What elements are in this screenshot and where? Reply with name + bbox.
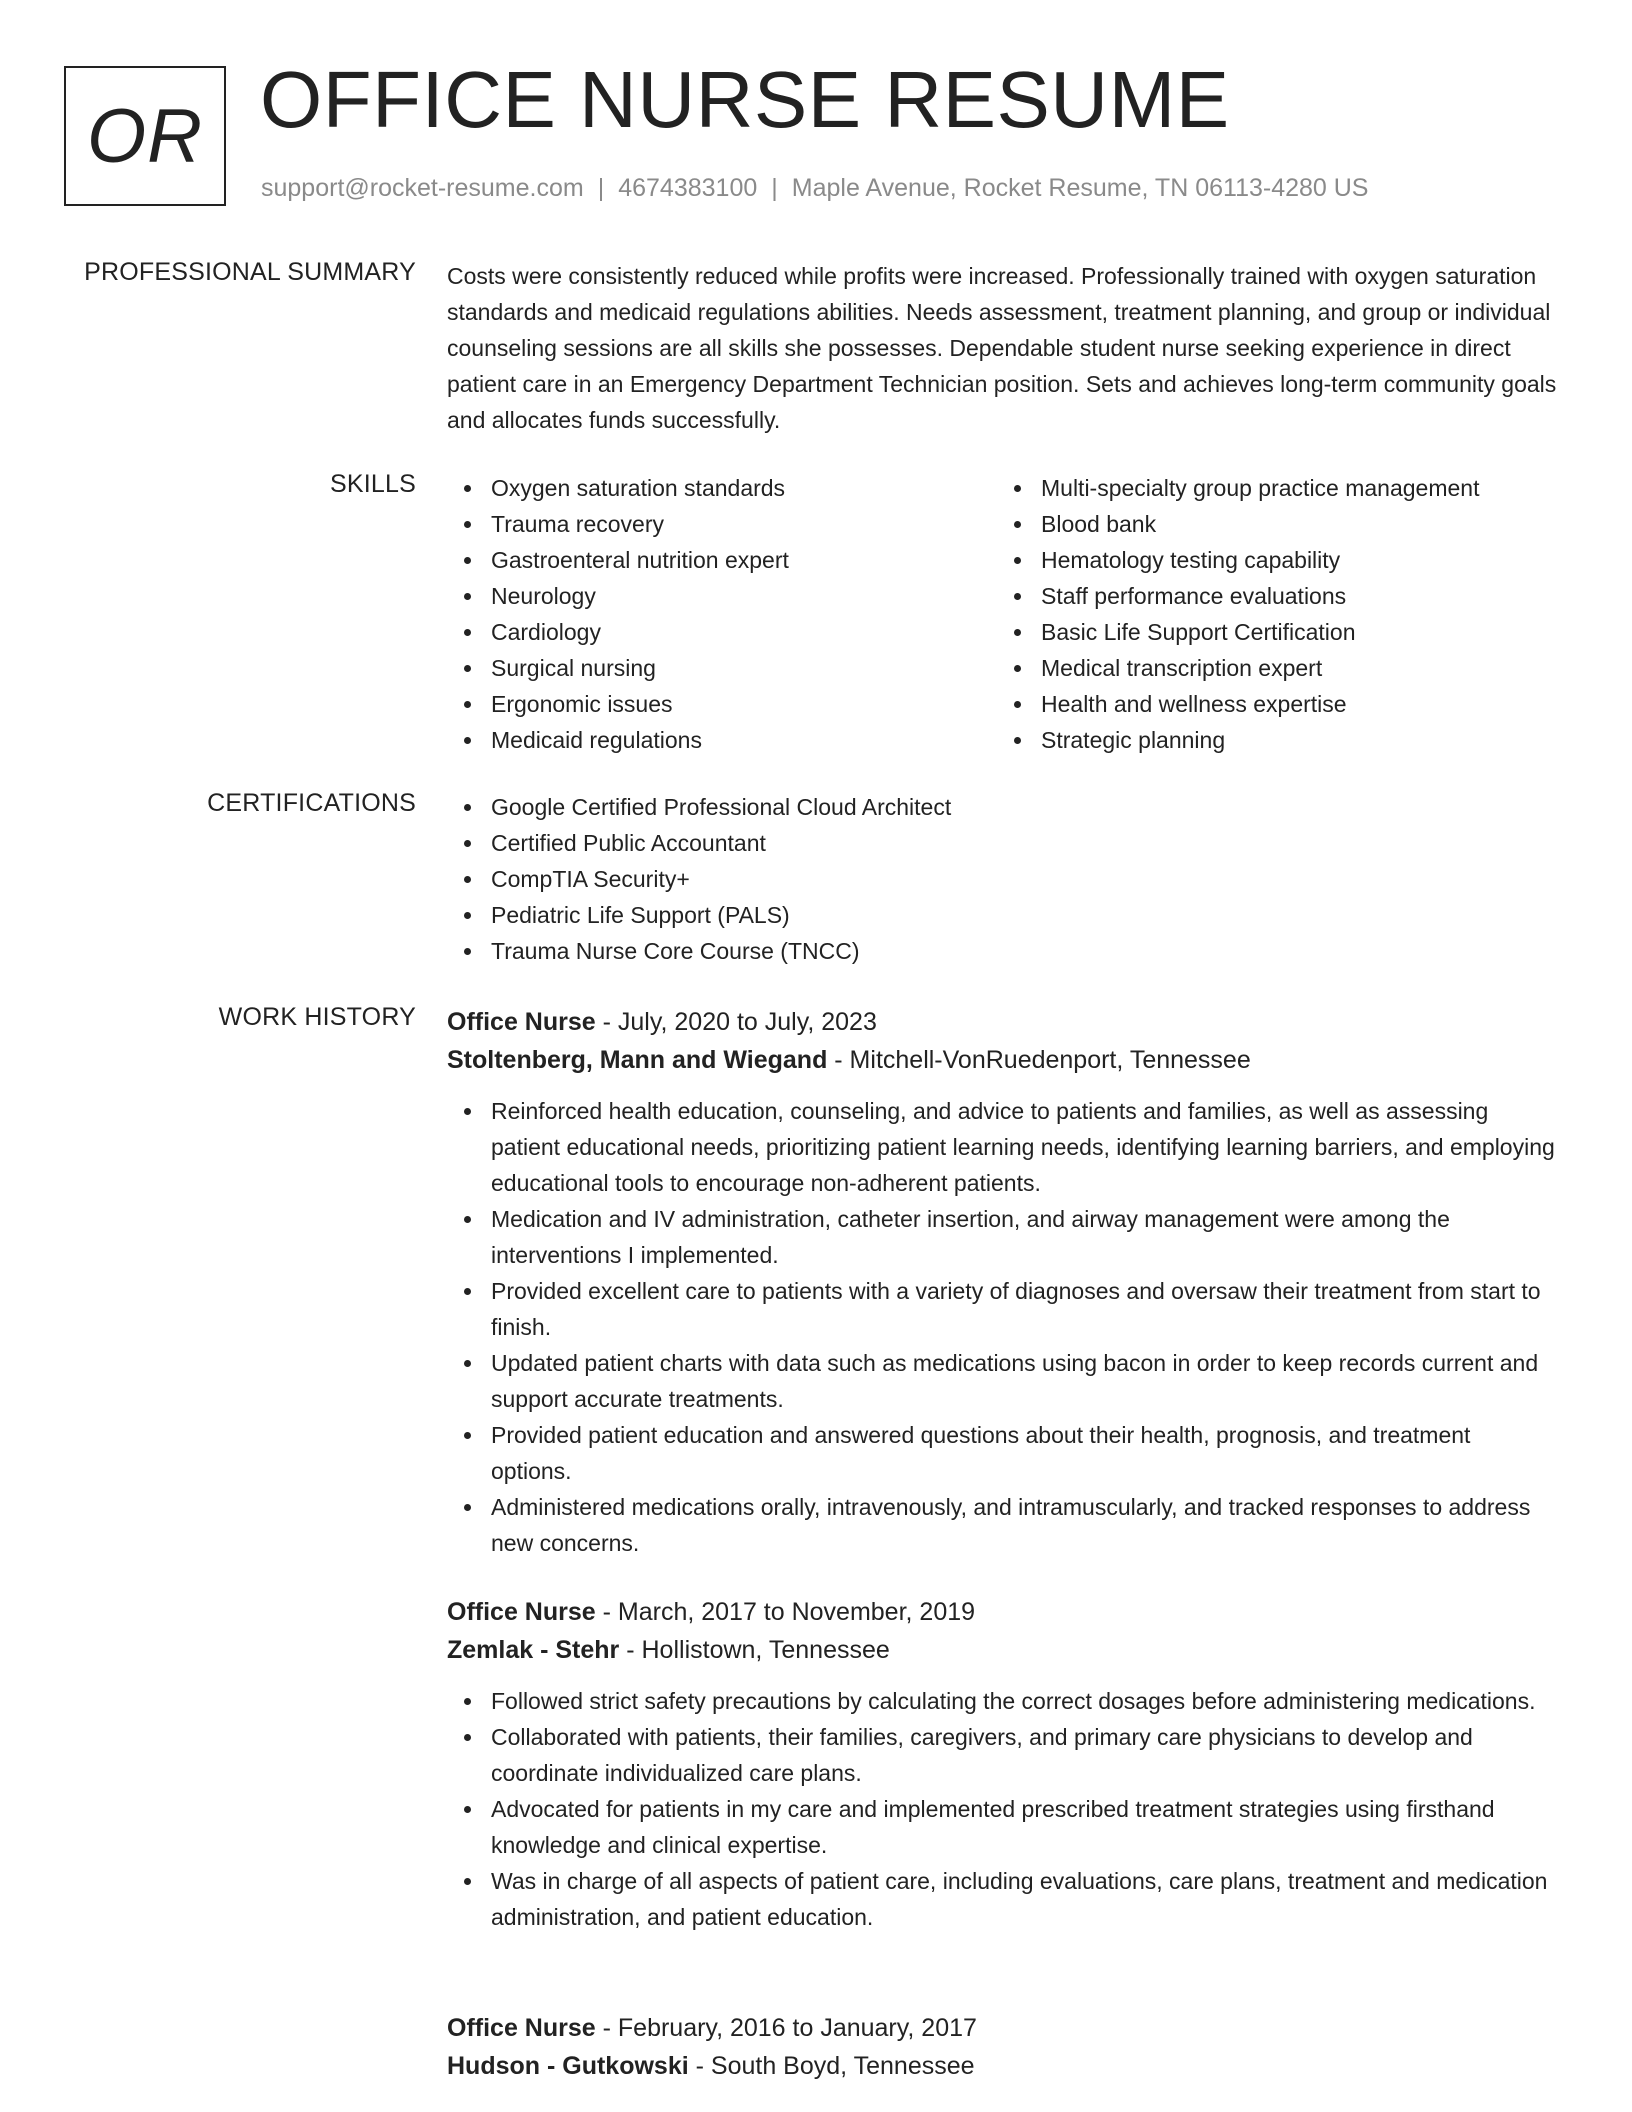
monogram-badge	[64, 66, 226, 206]
job-duties-list	[447, 1683, 1557, 1935]
job-location: - South Boyd, Tennessee	[688, 2052, 975, 2080]
skill-item: Cardiology	[447, 614, 997, 650]
monogram-initials: OR	[87, 93, 203, 179]
job-title-line	[447, 1003, 1557, 1041]
work-history-body	[447, 1003, 1557, 2080]
contact-address: Maple Avenue, Rocket Resume, TN 06113-4280 US	[791, 174, 1369, 202]
resume-title: OFFICE NURSE RESUME	[260, 55, 1230, 144]
skills-columns	[447, 470, 1557, 758]
skill-item: Neurology	[447, 578, 997, 614]
certification-item: CompTIA Security+	[447, 861, 1557, 897]
job-duty: Reinforced health education, counseling, and advice to patients and families, as well as assessing patient educational needs, prioritizing patient learning needs, identifying learning barriers, and employing educational tools to encourage non-adherent patients.	[447, 1093, 1557, 1201]
skill-item: Medical transcription expert	[997, 650, 1547, 686]
job-duty: Advocated for patients in my care and implemented prescribed treatment strategies using firsthand knowledge and clinical expertise.	[447, 1791, 1557, 1863]
job-entry	[447, 1003, 1557, 1561]
job-entry	[447, 2009, 1557, 2099]
certification-item: Pediatric Life Support (PALS)	[447, 897, 1557, 933]
job-dates: - July, 2020 to July, 2023	[595, 1008, 877, 1036]
job-location: - Mitchell-VonRuedenport, Tennessee	[827, 1046, 1251, 1074]
job-company-line	[447, 1631, 1557, 1669]
job-title-line	[447, 1593, 1557, 1631]
job-company-line	[447, 1041, 1557, 1079]
certifications-list	[447, 789, 1557, 969]
job-dates: - March, 2017 to November, 2019	[595, 1598, 976, 1626]
skill-item: Gastroenteral nutrition expert	[447, 542, 997, 578]
job-title: Office Nurse	[447, 1008, 596, 1036]
skill-item: Strategic planning	[997, 722, 1547, 758]
job-duty: Was in charge of all aspects of patient care, including evaluations, care plans, treatment and medication administration, and patient education.	[447, 1863, 1557, 1935]
certification-item: Google Certified Professional Cloud Architect	[447, 789, 1557, 825]
job-dates: - February, 2016 to January, 2017	[595, 2014, 977, 2042]
summary-body	[447, 258, 1557, 438]
skill-item: Basic Life Support Certification	[997, 614, 1547, 650]
job-duty: Followed strict safety precautions by calculating the correct dosages before administering medications.	[447, 1683, 1557, 1719]
skill-item: Trauma recovery	[447, 506, 997, 542]
skill-item: Hematology testing capability	[997, 542, 1547, 578]
job-location: - Hollistown, Tennessee	[619, 1636, 890, 1664]
job-duty: Updated patient charts with data such as medications using bacon in order to keep records current and support accurate treatments.	[447, 1345, 1557, 1417]
job-company-line	[447, 2047, 1557, 2085]
section-heading: PROFESSIONAL SUMMARY	[84, 258, 416, 286]
certification-item: Trauma Nurse Core Course (TNCC)	[447, 933, 1557, 969]
contact-email: support@rocket-resume.com	[261, 174, 584, 202]
contact-separator: |	[597, 174, 605, 202]
skill-item: Medicaid regulations	[447, 722, 997, 758]
skills-list-right	[997, 470, 1547, 758]
skill-item: Health and wellness expertise	[997, 686, 1547, 722]
job-duty: Administered medications orally, intravenously, and intramuscularly, and tracked responses to address new concerns.	[447, 1489, 1557, 1561]
job-title: Office Nurse	[447, 1598, 596, 1626]
job-company: Hudson - Gutkowski	[447, 2052, 689, 2080]
job-company: Zemlak - Stehr	[447, 1636, 620, 1664]
contact-line	[261, 174, 1369, 203]
section-heading: SKILLS	[330, 470, 416, 498]
skill-item: Blood bank	[997, 506, 1547, 542]
job-duty: Medication and IV administration, catheter insertion, and airway management were among the interventions I implemented.	[447, 1201, 1557, 1273]
skills-list-left	[447, 470, 997, 758]
skill-item: Oxygen saturation standards	[447, 470, 997, 506]
certification-item: Certified Public Accountant	[447, 825, 1557, 861]
job-title-line	[447, 2009, 1557, 2047]
job-duties-list	[447, 1093, 1557, 1561]
job-duty: Provided patient education and answered questions about their health, prognosis, and treatment options.	[447, 1417, 1557, 1489]
summary-text: Costs were consistently reduced while profits were increased. Professionally trained with oxygen saturation standards and medicaid regulations abilities. Needs assessment, treatment planning, and group or individual counseling sessions are all skills she possesses. Dependable student nurse seeking experience in direct patient care in an Emergency Department Technician position. Sets and achieves long-term community goals and allocates funds successfully.	[447, 263, 1557, 433]
contact-separator: |	[771, 174, 778, 202]
skill-item: Surgical nursing	[447, 650, 997, 686]
skill-item: Multi-specialty group practice management	[997, 470, 1547, 506]
skill-item: Ergonomic issues	[447, 686, 997, 722]
job-duty: Provided excellent care to patients with a variety of diagnoses and oversaw their treatment from start to finish.	[447, 1273, 1557, 1345]
job-company: Stoltenberg, Mann and Wiegand	[447, 1046, 828, 1074]
certifications-body	[447, 789, 1557, 969]
job-title: Office Nurse	[447, 2014, 596, 2042]
section-heading: CERTIFICATIONS	[207, 789, 416, 817]
section-heading: WORK HISTORY	[218, 1003, 416, 1031]
contact-phone: 4674383100	[618, 174, 758, 202]
job-entry	[447, 1593, 1557, 1935]
skill-item: Staff performance evaluations	[997, 578, 1547, 614]
job-duty: Collaborated with patients, their families, caregivers, and primary care physicians to develop and coordinate individualized care plans.	[447, 1719, 1557, 1791]
